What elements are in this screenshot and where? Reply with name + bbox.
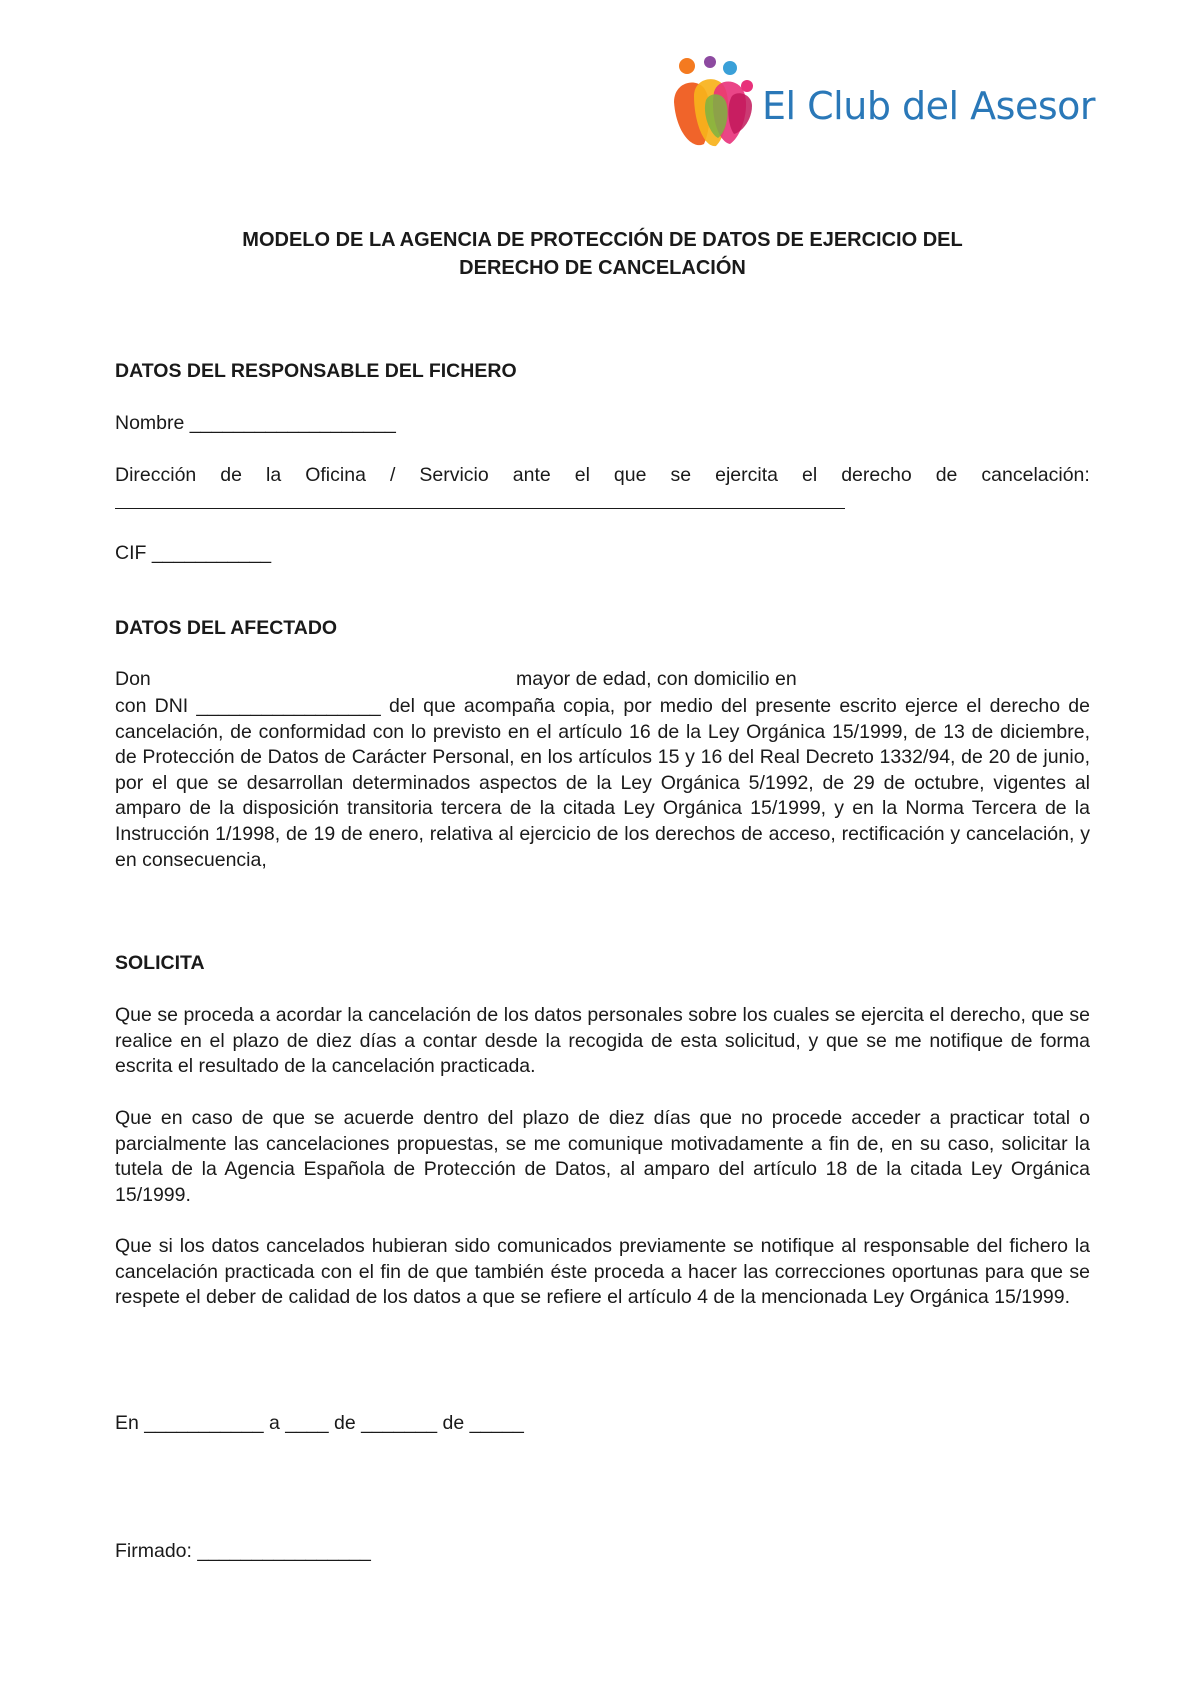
section-heading-afectado: DATOS DEL AFECTADO <box>115 617 338 639</box>
cif-field: CIF ___________ <box>115 542 272 564</box>
direccion-word: se <box>670 464 692 486</box>
direccion-word: / <box>389 464 396 486</box>
people-cluster-logo-icon <box>672 56 758 152</box>
nombre-field: Nombre ___________________ <box>115 412 396 434</box>
direccion-word: el <box>802 464 818 486</box>
logo <box>672 56 1095 156</box>
direccion-word: de <box>220 464 242 486</box>
solicita-paragraph-3: Que si los datos cancelados hubieran sido comunicados previamente se notifique al responsable del fichero la cancelación practicada con el fin de que también éste proceda a hacer las correcciones oportunas para que se respete el deber de calidad de los datos a que se refiere el artículo 4 de la mencionada Ley Orgánica 15/1999. <box>115 1235 1090 1309</box>
section-heading-responsable: DATOS DEL RESPONSABLE DEL FICHERO <box>115 360 517 382</box>
solicita-paragraph-2: Que en caso de que se acuerde dentro del plazo de diez días que no procede acceder a practicar total o parcialmente las cancelaciones propuestas, se me comunique motivadamente a fin de, en su caso, solicitar la tutela de la Agencia Española de Protección de Datos, al amparo del artículo 18 de la citada Ley Orgánica 15/1999. <box>115 1107 1090 1206</box>
firmado-line: Firmado: ________________ <box>115 1540 371 1562</box>
direccion-word: Oficina <box>305 464 366 486</box>
direccion-word: derecho <box>841 464 912 486</box>
direccion-word: ante <box>512 464 551 486</box>
afectado-body-paragraph: con DNI _________________ del que acompaña copia, por medio del presente escrito ejerce el derecho de cancelación, de conformidad con lo previsto en el artículo 16 de la Ley Orgánica 15/1999, de 13 de diciembre, de Protección de Datos de Carácter Personal, en los artículos 15 y 16 del Real Decreto 1332/94, de 20 de junio, por el que se desarrollan determinados aspectos de la Ley Orgánica 5/1992, de 29 de octubre, vigentes al amparo de la disposición transitoria tercera de la citada Ley Orgánica 15/1999, y en la Norma Tercera de la Instrucción 1/1998, de 19 de enero, relativa al ejercicio de los derechos de acceso, rectificación y cancelación, y en consecuencia, <box>115 695 1090 871</box>
direccion-word: el <box>574 464 590 486</box>
mayor-edad-text: mayor de edad, con domicilio en <box>516 668 797 690</box>
solicita-paragraph-1: Que se proceda a acordar la cancelación de los datos personales sobre los cuales se ejercita el derecho, que se realice en el plazo de diez días a contar desde la recogida de esta solicitud, y que se me notifique de forma escrita el resultado de la cancelación practicada. <box>115 1004 1090 1078</box>
direccion-word: Servicio <box>419 464 489 486</box>
direccion-word: Dirección <box>115 464 197 486</box>
title-line-2: DERECHO DE CANCELACIÓN <box>459 257 746 279</box>
fecha-line: En ___________ a ____ de _______ de _____ <box>115 1412 524 1434</box>
direccion-blank-line <box>115 508 845 509</box>
direccion-word: ejercita <box>715 464 778 486</box>
direccion-word: de <box>935 464 958 486</box>
direccion-word: la <box>266 464 282 486</box>
direccion-word: que <box>613 464 647 486</box>
logo-text: El Club del Asesor <box>762 84 1095 128</box>
direccion-line <box>115 464 1090 487</box>
don-label: Don <box>115 668 151 690</box>
direccion-word: cancelación: <box>981 464 1090 486</box>
section-heading-solicita: SOLICITA <box>115 952 205 974</box>
title-line-1: MODELO DE LA AGENCIA DE PROTECCIÓN DE DATOS DE EJERCICIO DEL <box>242 229 963 251</box>
document-title <box>115 226 1090 282</box>
